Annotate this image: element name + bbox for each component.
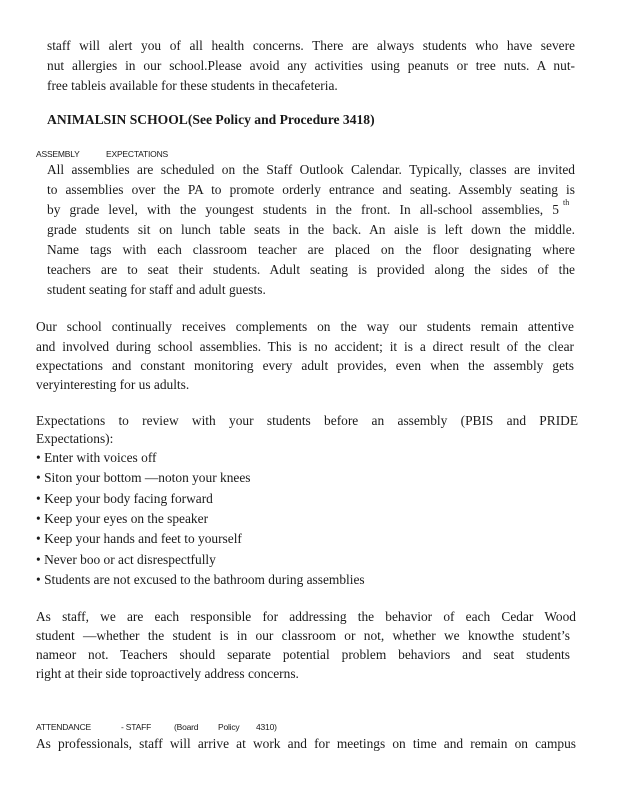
list-item: • Keep your body facing forward <box>36 491 213 506</box>
list-item: • Never boo or act disrespectfully <box>36 552 216 567</box>
body-text-line: veryinteresting for us adults. <box>36 377 190 392</box>
list-item: • Enter with voices off <box>36 450 157 465</box>
list-item: • Siton your bottom —noton your knees <box>36 470 251 485</box>
list-item: • Keep your hands and feet to yourself <box>36 531 242 546</box>
section-label-attendance: ATTENDANCE <box>36 722 91 732</box>
body-text-line: free tableis available for these students in thecafeteria. <box>47 78 338 93</box>
bullet-marker: • <box>36 470 41 485</box>
section-label-policy-number: 4310) <box>256 722 277 732</box>
body-text-line: Expectations to review with your students before an assembly (PBIS and PRIDE <box>36 413 578 428</box>
ordinal-suffix: th <box>563 198 570 207</box>
bullet-marker: • <box>36 450 41 465</box>
section-label-staff: - STAFF <box>121 722 152 732</box>
body-text-line: grade students sit on lunch table seats in the back. An aisle is left down the middle. <box>47 222 575 237</box>
body-text-line: student —whether the student is in our classroom or not, whether we knowthe student’s <box>36 628 570 643</box>
bullet-marker: • <box>36 552 41 567</box>
list-item: • Students are not excused to the bathroom during assemblies <box>36 572 365 587</box>
body-text-line: All assemblies are scheduled on the Staff Outlook Calendar. Typically, classes are invited <box>47 162 575 177</box>
section-label-policy: Policy <box>218 722 240 732</box>
bullet-marker: • <box>36 511 41 526</box>
bullet-marker: • <box>36 572 41 587</box>
body-text-line: Name tags with each classroom teacher are placed on the floor designating where <box>47 242 575 257</box>
body-text-line: teachers are to seat their students. Adult seating is provided along the sides of the <box>47 262 575 277</box>
bullet-marker: • <box>36 531 41 546</box>
list-item: • Keep your eyes on the speaker <box>36 511 209 526</box>
body-text-line: staff will alert you of all health concerns. There are always students who have severe <box>47 38 575 53</box>
body-text-line: Our school continually receives complements on the way our students remain attentive <box>36 319 574 334</box>
section-label-board: (Board <box>174 722 199 732</box>
body-text-line: As staff, we are each responsible for addressing the behavior of each Cedar Wood <box>36 609 576 624</box>
body-text-line: to assemblies over the PA to promote orderly entrance and seating. Assembly seating is <box>47 182 575 197</box>
section-label-expectations: EXPECTATIONS <box>106 149 168 159</box>
body-text-line: by grade level, with the youngest students in the front. In all-school assemblies, 5 <box>47 202 559 217</box>
body-text-line: expectations and constant monitoring every adult provides, even when the assembly gets <box>36 358 574 373</box>
body-text-line: Expectations): <box>36 431 114 446</box>
body-text-line: nut allergies in our school.Please avoid any activities using peanuts or tree nuts. A nut- <box>47 58 575 73</box>
body-text-line: nameor not. Teachers should separate potential problem behaviors and seat students <box>36 647 570 662</box>
body-text-line: right at their side toproactively address concerns. <box>36 666 299 681</box>
section-heading-animals: ANIMALSIN SCHOOL(See Policy and Procedure 3418) <box>47 112 375 127</box>
bullet-marker: • <box>36 491 41 506</box>
section-label-assembly: ASSEMBLY <box>36 149 80 159</box>
body-text-line: As professionals, staff will arrive at work and for meetings on time and remain on campus <box>36 736 576 751</box>
body-text-line: student seating for staff and adult guests. <box>47 282 266 297</box>
body-text-line: and involved during school assemblies. This is no accident; it is a direct result of the clear <box>36 339 574 354</box>
